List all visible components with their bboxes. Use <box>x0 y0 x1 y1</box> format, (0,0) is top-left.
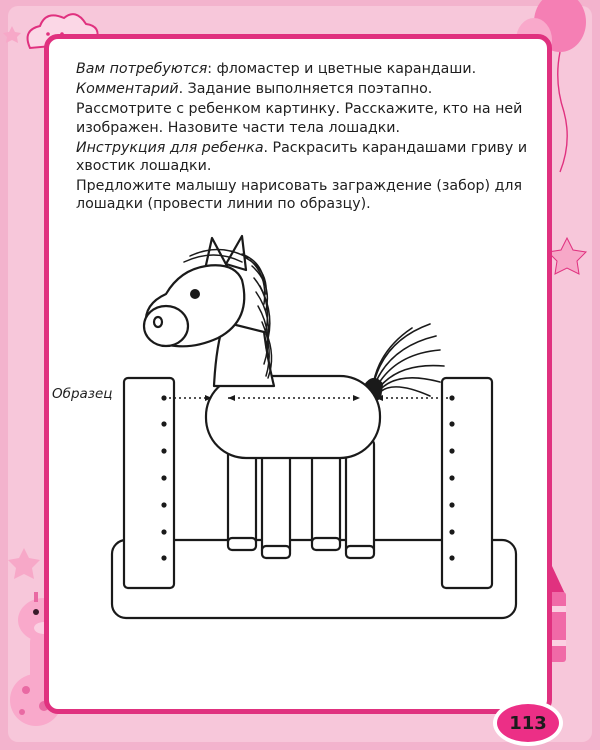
horse-body <box>206 376 380 458</box>
child-instruction-label: Инструкция для ребенка <box>76 139 264 156</box>
horse-eye <box>190 289 200 299</box>
child-instruction-text: . Раскрасить карандашами гриву и хвостик лошадки. <box>76 139 528 175</box>
fence-post-left <box>124 378 174 588</box>
sample-label: Образец <box>52 386 113 402</box>
look-line: Рассмотрите с ребенком картинку. Расскажите, кто на ней изображен. Назовите части тела лошадки. <box>76 101 523 136</box>
page-number-badge: 113 <box>493 700 563 746</box>
materials-label: Вам потребуются <box>76 61 208 77</box>
fence-post-right <box>442 378 492 588</box>
comment-label: Комментарий <box>76 81 179 98</box>
fence-line: Предложите малышу нарисовать заграждение (забор) для лошадки (провести линии по образцу). <box>76 178 522 213</box>
materials-text: : фломастер и цветные карандаши. <box>207 61 477 77</box>
comment-text: . Задание выполняется поэтапно. <box>178 81 433 98</box>
